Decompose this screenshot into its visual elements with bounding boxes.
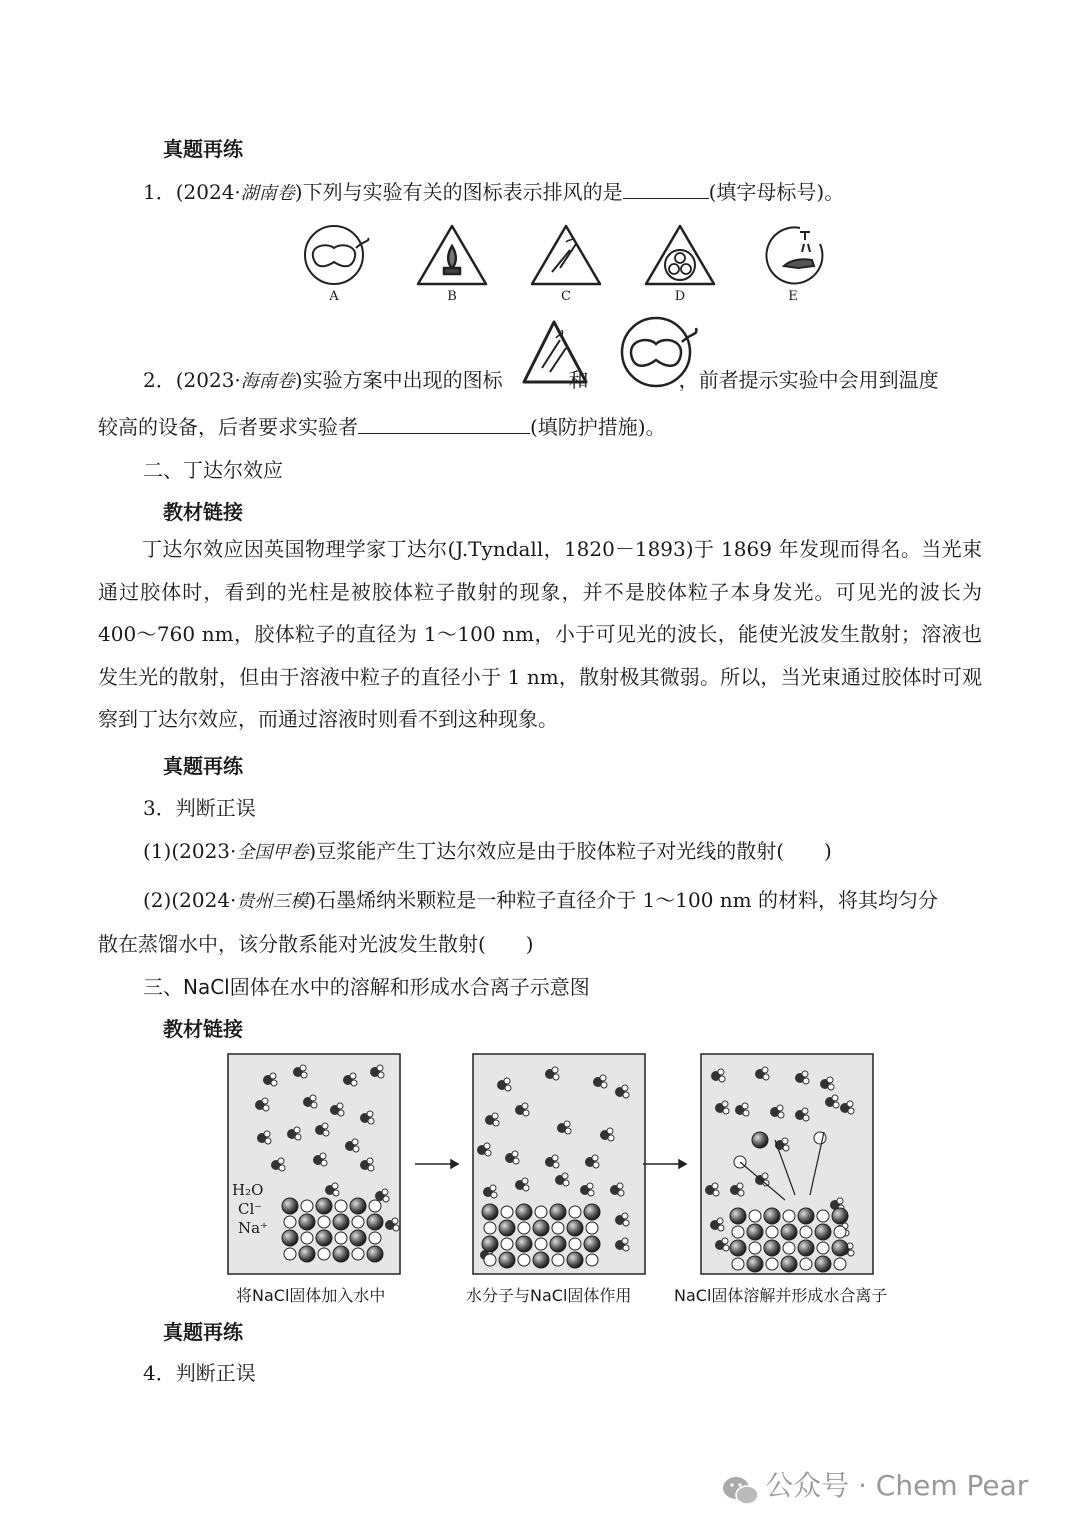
question-3-2: (2)(2024·贵州三模)石墨烯纳米颗粒是一种粒子直径介于 1～100 nm 的材料，将其均匀分 (143, 888, 939, 912)
chloride-ion (482, 1236, 498, 1252)
sodium-ion (484, 1222, 496, 1234)
hot-surface-icon (532, 226, 600, 284)
chloride-ion (482, 1204, 498, 1220)
chloride-ion (499, 1252, 515, 1268)
chloride-ion (316, 1198, 332, 1214)
chloride-ion (752, 1132, 768, 1148)
sodium-ion (586, 1222, 598, 1234)
wechat-icon (722, 1474, 760, 1508)
chloride-ion (781, 1256, 797, 1272)
icon-label-c: C (561, 289, 571, 304)
chloride-ion (299, 1214, 315, 1230)
answer-blank-1[interactable] (623, 180, 709, 199)
sodium-ion (817, 1242, 829, 1254)
sodium-ion (369, 1200, 381, 1212)
chloride-ion (567, 1220, 583, 1236)
chloride-ion (815, 1256, 831, 1272)
sodium-ion (783, 1242, 795, 1254)
goggles-icon (305, 226, 368, 284)
sodium-ion (352, 1248, 364, 1260)
chloride-ion (550, 1204, 566, 1220)
sodium-ion (318, 1216, 330, 1228)
chloride-ion (550, 1236, 566, 1252)
heating-icon (418, 226, 486, 284)
caption-1: 将NaCl固体加入水中 (236, 1286, 386, 1305)
chloride-ion (832, 1208, 848, 1224)
chloride-ion (367, 1246, 383, 1262)
sodium-ion (301, 1200, 313, 1212)
icon-label-d: D (674, 289, 686, 304)
chloride-ion (533, 1252, 549, 1268)
chloride-ion (533, 1220, 549, 1236)
chloride-ion (832, 1240, 848, 1256)
practice-heading-2: 真题再练 (163, 754, 243, 778)
sodium-ion (284, 1216, 296, 1228)
wash-hands-icon (766, 227, 822, 283)
question-3-2-line-2: 散在蒸馏水中，该分散系能对光波发生散射( ) (98, 932, 534, 956)
label-na: Na⁺ (238, 1219, 268, 1237)
sodium-ion (766, 1258, 778, 1270)
chloride-ion (350, 1230, 366, 1246)
nacl-dissolution-diagram (220, 1050, 880, 1280)
textbook-link-heading-3: 教材链接 (163, 1017, 243, 1041)
sodium-ion (284, 1248, 296, 1260)
sodium-ion (732, 1226, 744, 1238)
sodium-ion (501, 1206, 513, 1218)
sodium-ion (749, 1242, 761, 1254)
arrow-1 (415, 1160, 458, 1168)
sodium-ion (834, 1258, 846, 1270)
sodium-ion (335, 1232, 347, 1244)
chloride-ion (798, 1240, 814, 1256)
chloride-ion (730, 1208, 746, 1224)
practice-heading-3: 真题再练 (163, 1320, 243, 1344)
sodium-ion (552, 1254, 564, 1266)
chloride-ion (584, 1236, 600, 1252)
chloride-ion (299, 1246, 315, 1262)
question-4: 4．判断正误 (143, 1361, 256, 1385)
textbook-link-heading-2: 教材链接 (163, 500, 243, 524)
sodium-ion (749, 1210, 761, 1222)
icon-label-b: B (447, 289, 457, 304)
question-2-line-2: 较高的设备，后者要求实验者 (填防护措施)。 (98, 415, 666, 439)
chloride-ion (333, 1246, 349, 1262)
icon-label-a: A (329, 289, 339, 304)
chloride-ion (815, 1224, 831, 1240)
chloride-ion (798, 1208, 814, 1224)
sodium-ion (783, 1210, 795, 1222)
caption-3: NaCl固体溶解并形成水合离子 (674, 1286, 888, 1305)
label-cl: Cl⁻ (238, 1200, 263, 1218)
section-3-title: 三、NaCl固体在水中的溶解和形成水合离子示意图 (143, 975, 590, 999)
question-1: 1．(2024·湖南卷)下列与实验有关的图标表示排风的是 (填字母标号)。 (143, 180, 845, 204)
sodium-ion (586, 1254, 598, 1266)
sodium-ion (834, 1226, 846, 1238)
lab-icons-row (290, 222, 850, 288)
sodium-ion (518, 1254, 530, 1266)
watermark: 公众号 · Chem Pear (722, 1464, 1028, 1508)
chloride-ion (516, 1236, 532, 1252)
sodium-ion (518, 1222, 530, 1234)
sodium-ion (817, 1210, 829, 1222)
sodium-ion (800, 1226, 812, 1238)
sodium-ion (535, 1238, 547, 1250)
sodium-ion (732, 1258, 744, 1270)
hot-surface-icon-inline (520, 318, 590, 386)
answer-blank-2[interactable] (358, 415, 530, 434)
chloride-ion (764, 1208, 780, 1224)
sodium-ion (501, 1238, 513, 1250)
chloride-ion (747, 1256, 763, 1272)
chloride-ion (516, 1204, 532, 1220)
practice-heading-1: 真题再练 (163, 137, 243, 161)
chloride-ion (367, 1214, 383, 1230)
icon-label-e: E (788, 289, 798, 304)
chloride-ion (282, 1198, 298, 1214)
chloride-ion (781, 1224, 797, 1240)
question-2: 2．(2023·海南卷)实验方案中出现的图标 和 ，前者提示实验中会用到温度 (143, 368, 939, 392)
goggles-icon-inline (618, 312, 700, 392)
chloride-ion (747, 1224, 763, 1240)
section-2-title: 二、丁达尔效应 (143, 458, 283, 482)
sodium-ion (335, 1200, 347, 1212)
chloride-ion (350, 1198, 366, 1214)
chloride-ion (584, 1204, 600, 1220)
chloride-ion (499, 1220, 515, 1236)
sodium-ion (569, 1206, 581, 1218)
tyndall-paragraph: 丁达尔效应因英国物理学家丁达尔(J.Tyndall，1820－1893)于 1869 年发现而得名。当光束通过胶体时，看到的光柱是被胶体粒子散射的现象，并不是胶体粒子本身发光。可见光的波长为 400～760 nm，胶体粒子的直径为 1～100 nm，小于可见光的波长，能使光波发生散射；溶液也发生光的散射，但由于溶液中粒子的直径小于 1 nm，散射极其微弱。所以，当光束通过胶体时可观察到丁达尔效应，而通过溶液时则看不到这种现象。 (98, 537, 982, 731)
sodium-ion (552, 1222, 564, 1234)
sodium-ion (318, 1248, 330, 1260)
chloride-ion (730, 1240, 746, 1256)
chloride-ion (316, 1230, 332, 1246)
exhaust-fan-icon (646, 226, 714, 284)
sodium-ion (369, 1232, 381, 1244)
chloride-ion (567, 1252, 583, 1268)
sodium-ion (352, 1216, 364, 1228)
sodium-ion (301, 1232, 313, 1244)
chloride-ion (282, 1230, 298, 1246)
question-3: 3．判断正误 (143, 796, 256, 820)
sodium-ion (766, 1226, 778, 1238)
caption-2: 水分子与NaCl固体作用 (466, 1286, 632, 1305)
chloride-ion (333, 1214, 349, 1230)
sodium-ion (569, 1238, 581, 1250)
arrow-2 (643, 1160, 686, 1168)
sodium-ion (484, 1254, 496, 1266)
sodium-ion (800, 1258, 812, 1270)
question-3-1: (1)(2023·全国甲卷)豆浆能产生丁达尔效应是由于胶体粒子对光线的散射( ) (143, 839, 832, 863)
label-h2o: H₂O (232, 1181, 264, 1199)
sodium-ion (535, 1206, 547, 1218)
chloride-ion (764, 1240, 780, 1256)
